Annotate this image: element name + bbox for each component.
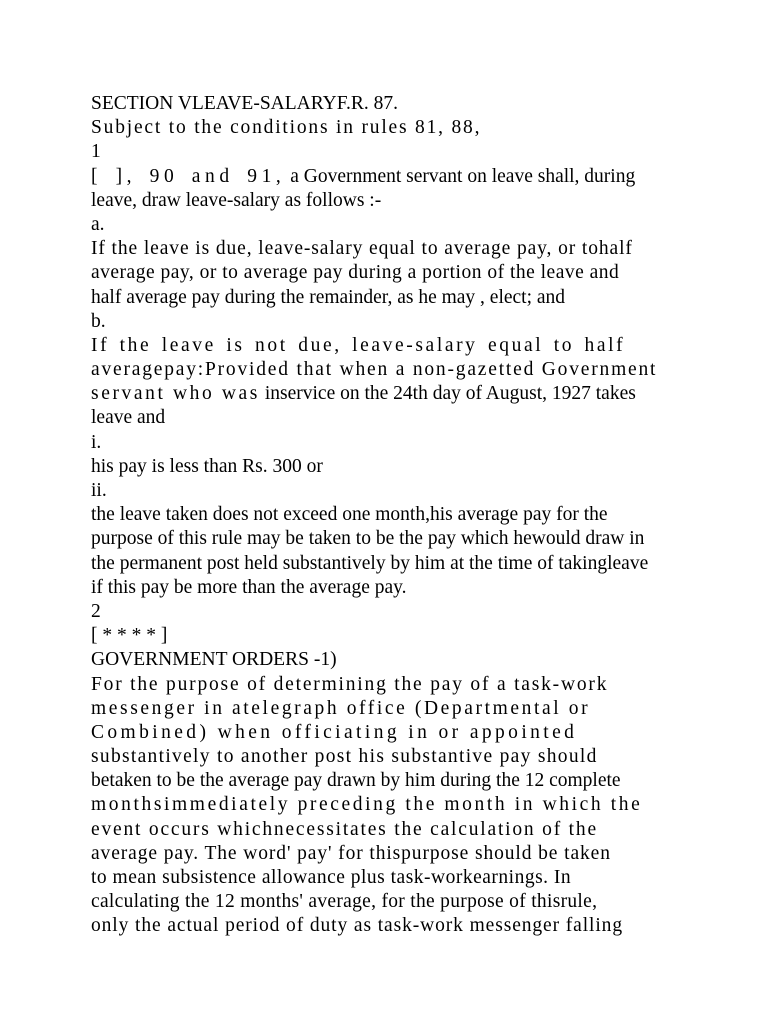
text-line: leave and bbox=[91, 407, 166, 429]
text-fragment: [ ], 90 and 91, bbox=[91, 165, 286, 187]
text-line: Subject to the conditions in rules 81, 88, bbox=[91, 117, 482, 139]
footnote-marker: 1 bbox=[91, 141, 101, 163]
text-line: If the leave is due, leave-salary equal to average pay, or tohalf bbox=[91, 238, 633, 260]
text-fragment: servant who was bbox=[91, 383, 260, 405]
text-line: For the purpose of determining the pay of a task-work bbox=[91, 673, 609, 695]
subsection-heading: GOVERNMENT ORDERS -1) bbox=[91, 649, 337, 671]
text-line: event occurs whichnecessitates the calculation of the bbox=[91, 818, 598, 840]
text-line: betaken to be the average pay drawn by him during the 12 complete bbox=[91, 770, 621, 792]
text-line: if this pay be more than the average pay. bbox=[91, 576, 407, 598]
text-line: the leave taken does not exceed one month,his average pay for the bbox=[91, 504, 608, 526]
text-line: average pay, or to average pay during a portion of the leave and bbox=[91, 262, 620, 284]
text-line: average pay. The word' pay' for thispurpose should be taken bbox=[91, 842, 611, 864]
list-marker: ii. bbox=[91, 480, 107, 501]
text-line bbox=[91, 382, 768, 406]
text-line: to mean subsistence allowance plus task-workearnings. In bbox=[91, 867, 572, 888]
footnote-marker: 2 bbox=[91, 600, 101, 622]
text-fragment: inservice on the 24th day of August, 1927 takes bbox=[259, 383, 636, 405]
text-line: averagepay:Provided that when a non-gazetted Government bbox=[91, 359, 658, 381]
text-line: the permanent post held substantively by him at the time of takingleave bbox=[91, 552, 649, 574]
text-line: only the actual period of duty as task-work messenger falling bbox=[91, 915, 623, 937]
text-line bbox=[91, 165, 768, 189]
text-line: messenger in atelegraph office (Departmental or bbox=[91, 697, 591, 719]
text-line: Combined) when officiating in or appointed bbox=[91, 721, 578, 743]
text-line: his pay is less than Rs. 300 or bbox=[91, 455, 323, 477]
section-heading: SECTION VLEAVE-SALARYF.R. 87. bbox=[91, 93, 399, 114]
text-line: substantively to another post his substantive pay should bbox=[91, 746, 598, 768]
text-line: monthsimmediately preceding the month in which the bbox=[91, 794, 643, 816]
text-line: leave, draw leave-salary as follows :- bbox=[91, 189, 382, 211]
text-line: [ * * * * ] bbox=[91, 625, 168, 647]
list-marker: b. bbox=[91, 310, 106, 332]
text-line: half average pay during the remainder, as he may , elect; and bbox=[91, 286, 566, 308]
list-marker: i. bbox=[91, 431, 102, 453]
text-line: If the leave is not due, leave-salary equal to half bbox=[91, 334, 626, 356]
text-fragment: a Government servant on leave shall, during bbox=[285, 165, 636, 187]
text-line: calculating the 12 months' average, for the purpose of thisrule, bbox=[91, 891, 598, 913]
list-marker: a. bbox=[91, 213, 105, 235]
text-line: purpose of this rule may be taken to be the pay which hewould draw in bbox=[91, 528, 645, 550]
